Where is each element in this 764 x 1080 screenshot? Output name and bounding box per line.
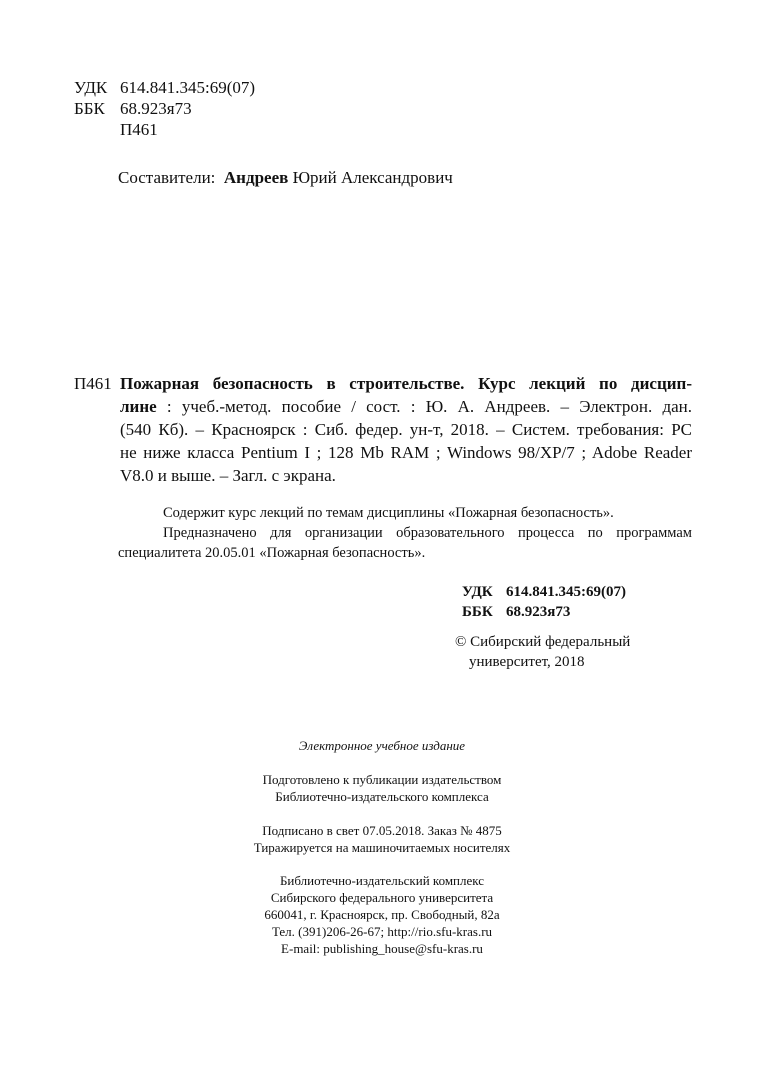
udk2-value: 614.841.345:69(07) [506, 584, 626, 600]
publisher-email: E-mail: publishing_house@sfu-kras.ru [281, 941, 483, 956]
edition-type-text: Электронное учебное издание [298, 738, 466, 753]
publisher-line2: Сибирского федерального университета [270, 890, 494, 905]
copyright-line1: © Сибирский федеральный [455, 634, 631, 650]
bib-line-2-rest: : учеб.-метод. пособие / сост. : Ю. А. Андреев. – Электрон. дан. [166, 397, 693, 416]
udk2-label: УДК [462, 584, 493, 600]
prepared-line1: Подготовлено к публикации издательством [262, 772, 502, 787]
classification-block [462, 582, 626, 622]
bib-line-2 [74, 395, 692, 418]
book-title-line1: Пожарная безопасность в строительстве. Курс лекций по дисцип- [120, 374, 692, 393]
class-mark: П461 [74, 374, 112, 393]
copyright-block [455, 632, 630, 672]
abstract-p2-line2: специалитета 20.05.01 «Пожарная безопасность». [118, 545, 426, 561]
bib-line-4: не ниже класса Pentium I ; 128 Mb RAM ; Windows 98/XP/7 ; Adobe Reader [120, 443, 692, 462]
publisher-phone: Тел. (391)206-26-67; http://rio.sfu-kras.ru [271, 924, 493, 939]
bbk-value: 68.923я73 [120, 99, 192, 118]
bbk2-label: ББК [462, 604, 493, 620]
book-title-line2: лине [120, 397, 157, 416]
bib-line-3: (540 Кб). – Красноярск : Сиб. федер. ун-т, 2018. – Систем. требования: PC [120, 420, 692, 439]
signed-line: Подписано в свет 07.05.2018. Заказ № 4875 [262, 823, 502, 838]
compiler-name: Юрий Александрович [292, 168, 453, 187]
abstract-p1: Содержит курс лекций по темам дисциплины «Пожарная безопасность». [163, 505, 614, 521]
publisher-address: 660041, г. Красноярск, пр. Свободный, 82а [264, 907, 500, 922]
copyright-line2: университет, 2018 [469, 654, 585, 670]
bbk2-value: 68.923я73 [506, 604, 571, 620]
author-mark: П461 [120, 120, 158, 139]
publication-block [0, 822, 764, 856]
bib-line-5: V8.0 и выше. – Загл. с экрана. [120, 466, 336, 485]
compilers-label: Составители: [118, 168, 216, 187]
compilers-line [118, 168, 453, 188]
udk2-line [462, 582, 626, 602]
bbk-label: ББК [74, 99, 105, 118]
bibliographic-record [74, 372, 692, 487]
publisher-line1: Библиотечно-издательский комплекс [279, 873, 485, 888]
compiler-surname: Андреев [223, 168, 289, 187]
abstract [118, 503, 692, 563]
publisher-block [0, 872, 764, 957]
edition-type [0, 737, 764, 754]
prepared-block [0, 771, 764, 805]
udk-line [74, 78, 255, 98]
media-line: Тиражируется на машиночитаемых носителях [253, 840, 511, 855]
udk-value: 614.841.345:69(07) [120, 78, 256, 97]
bbk2-line [462, 602, 626, 622]
bbk-line [74, 99, 192, 119]
prepared-line2: Библиотечно-издательского комплекса [275, 789, 489, 804]
udk-label: УДК [74, 78, 108, 97]
abstract-p2-line1: Предназначено для организации образовательного процесса по программам [163, 525, 692, 541]
